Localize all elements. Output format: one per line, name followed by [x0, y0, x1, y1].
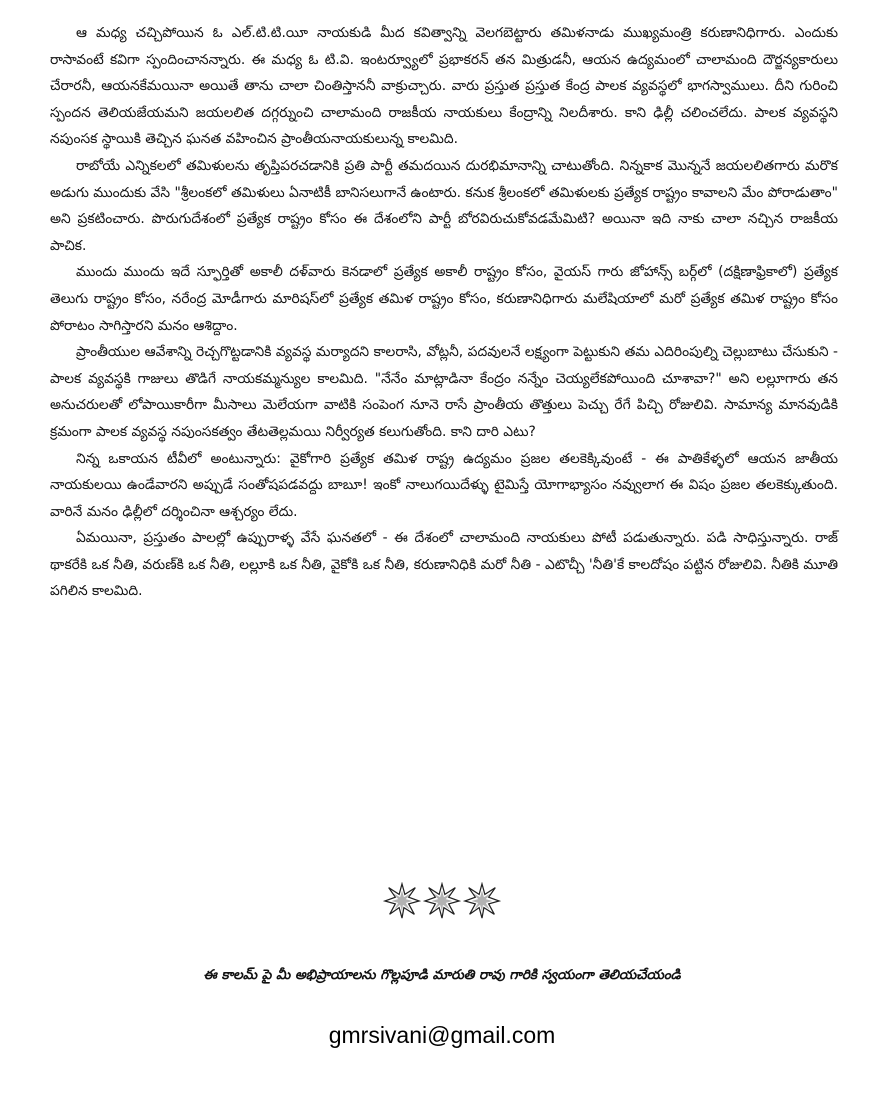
paragraph-2: రాబోయే ఎన్నికలలో తమిళులను తృప్తిపరచడానికి ప్రతి పార్టీ తమదయిన దురభిమానాన్ని చాటుతోంది. నిన్నకాక మొన్ననే జయలలితగారు మరొక అడుగు ముందుకు వేసి "శ్రీలంకలో తమిళులు ఏనాటికీ బానిసలుగానే ఉంటారు. కనుక శ్రీలంకలో తమిళులకు ప్రత్యేక రాష్ట్రం కావాలని మేం పోరాడుతాం" అని ప్రకటించారు. పొరుగుదేశంలో ప్రత్యేక రాష్ట్రం కోసం ఈ దేశంలోని పార్టీ బోరవిరుచుకోవడమేమిటి? అయినా ఇది నాకు చాలా నచ్చిన రాజకీయ పాచిక.: [50, 157, 838, 254]
starburst-icon: [463, 882, 501, 920]
section-divider-ornament: [0, 882, 884, 920]
article-body: [50, 20, 838, 605]
paragraph-5: నిన్న ఒకాయన టీవీలో అంటున్నారు: వైకోగారి ప్రత్యేక తమిళ రాష్ట్ర ఉద్యమం ప్రజల తలకెక్కివుంటే - ఈ పాతికేళ్ళలో ఆయన జాతీయ నాయకులయి ఉండేవారని అప్పుడే సంతోషపడవద్దు బాబూ! ఇంకో నాలుగయిదేళ్ళు టైమిస్తే యోగాభ్యాసం నవ్వులాగ ఈ విషం ప్రజల తలకెక్కుతుంది. వారినే మనం ఢిల్లీలో దర్శించినా ఆశ్చర్యం లేదు.: [50, 450, 838, 520]
paragraph-1: ఆ మధ్య చచ్చిపోయిన ఓ ఎల్.టి.టి.యీ నాయకుడి మీద కవిత్వాన్ని వెలగబెట్టారు తమిళనాడు ముఖ్యమంత్రి కరుణానిధిగారు. ఎందుకు రాసావంటే కవిగా స్పందించానన్నారు. ఈ మధ్య ఓ టి.వి. ఇంటర్వ్యూలో ప్రభాకరన్ తన మిత్రుడనీ, ఆయన ఉద్యమంలో చాలామంది దౌర్జన్యకారులు చేరారనీ, ఆయనకేమయినా అయితే తాను చాలా చింతిస్తాననీ వాక్రుచ్చారు. వారు ప్రస్తుత ప్రస్తుత కేంద్ర పాలక వ్యవస్థలో భాగస్వాములు. దీని గురించి స్పందన తెలియజేయమని జయలలిత దగ్గర్నుంచి చాలామంది రాజకీయ నాయకులు కేంద్రాన్ని నిలదీశారు. కాని ఢిల్లీ చలించలేదు. పాలక వ్యవస్థని నపుంసక స్థాయికి తెచ్చిన ఘనత వహించిన ప్రాంతీయనాయకులున్న కాలమిది.: [50, 25, 838, 148]
paragraph-4: ప్రాంతీయుల ఆవేశాన్ని రెచ్చగొట్టడానికి వ్యవస్థ మర్యాదని కాలరాసి, వోట్లనీ, పదవులనే లక్ష్యంగా పెట్టుకుని తమ ఎదిరింపుల్ని చెల్లుబాటు చేసుకుని - పాలక వ్యవస్థకి గాజులు తొడిగే నాయకమ్మన్యుల కాలమిది. "నేనేం మాట్లాడినా కేంద్రం నన్నేం చెయ్యలేకపోయింది చూశావా?" అని లల్లూగారు తన అనుచరులతో లోపాయికారీగా మీసాలు మెలేయగా వాటికి సంపెంగ నూనె రాసే ప్రాంతీయ తొత్తులు పెచ్చు రేగే పిచ్చి రోజులివి. సామాన్య మానవుడికి క్రమంగా పాలక వ్యవస్థ నపుంసకత్వం తేటతెల్లమయి నిర్వీర్యత కలుగుతోంది. కాని దారి ఎటు?: [50, 344, 838, 440]
paragraph-3: ముందు ముందు ఇదే స్ఫూర్తితో అకాలీ దళ్‌వారు కెనడాలో ప్రత్యేక అకాలీ రాష్ట్రం కోసం, వైయస్ గారు జోహాన్స్ బర్గ్‌లో (దక్షిణాఫ్రికాలో) ప్రత్యేక తెలుగు రాష్ట్రం కోసం, నరేంద్ర మోడీగారు మారిషస్‌లో ప్రత్యేక తమిళ రాష్ట్రం కోసం, కరుణానిధిగారు మలేషియాలో మరో ప్రత్యేక తమిళ రాష్ట్రం కోసం పోరాటం సాగిస్తారని మనం ఆశిద్దాం.: [50, 264, 838, 334]
feedback-note: ఈ కాలమ్ పై మీ అభిప్రాయాలను గొల్లపూడి మారుతి రావు గారికి స్వయంగా తెలియచేయండి: [203, 967, 681, 983]
starburst-icon: [423, 882, 461, 920]
starburst-icon: [383, 882, 421, 920]
contact-email[interactable]: gmrsivani@gmail.com: [328, 1022, 556, 1048]
paragraph-6: ఏమయినా, ప్రస్తుతం పాలల్లో ఉప్పురాళ్ళ వేసే ఘనతలో - ఈ దేశంలో చాలామంది నాయకులు పోటీ పడుతున్నారు. పడి సాధిస్తున్నారు. రాజ్ థాకరేకి ఒక నీతి, వరుణ్‌కి ఒక నీతి, లల్లూకి ఒక నీతి, వైకోకి ఒక నీతి, కరుణానిధికి మరో నీతి - ఎటొచ్చీ 'నీతి'కే కాలదోషం పట్టిన రోజులివి. నీతికి మూతి పగిలిన కాలమిది.: [50, 530, 838, 600]
